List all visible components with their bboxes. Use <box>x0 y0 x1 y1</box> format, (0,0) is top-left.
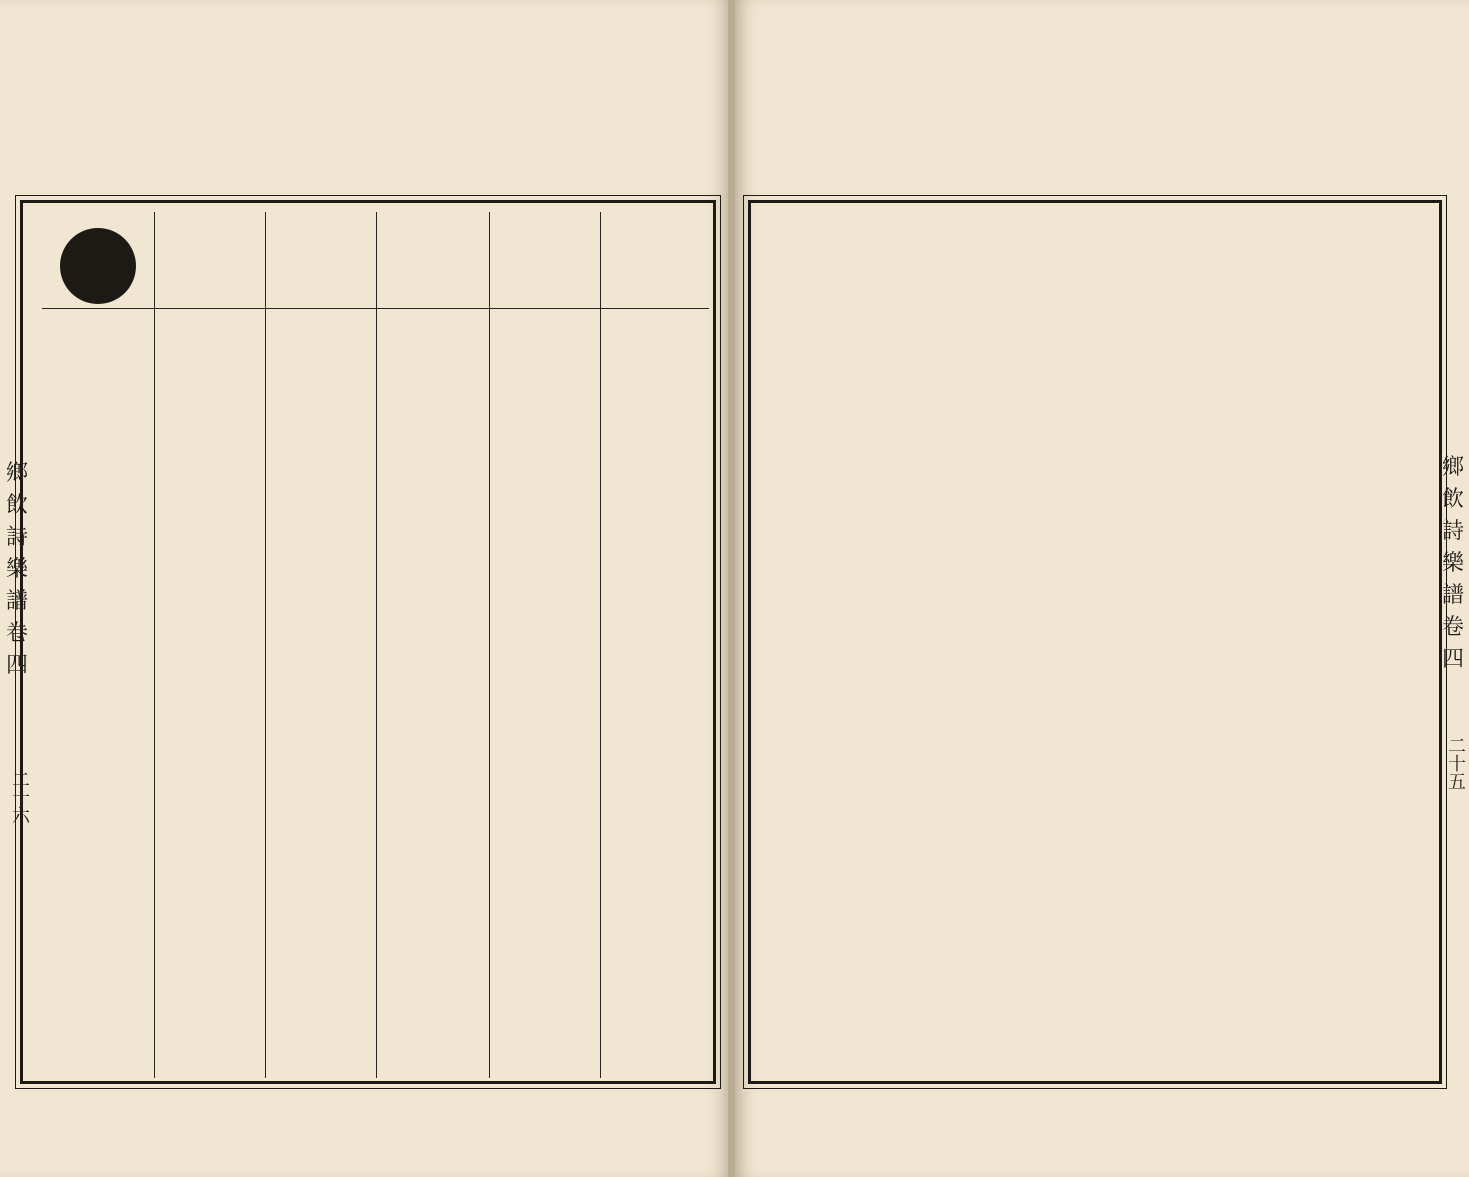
seal-character <box>60 228 136 304</box>
left-column-6 <box>601 212 709 1078</box>
left-margin-page-number: 二十六 <box>9 770 30 824</box>
left-column-6-header <box>601 212 709 309</box>
left-column-5 <box>490 212 601 1078</box>
left-column-4-header <box>377 212 489 309</box>
right-margin-title: 鄉飲詩樂譜卷四 <box>1441 455 1464 672</box>
left-column-4 <box>377 212 490 1078</box>
book-gutter <box>728 0 735 1177</box>
left-column-1-header <box>42 212 154 309</box>
right-page-frame <box>748 200 1442 1084</box>
left-margin-title: 鄉飲詩樂譜卷四 <box>5 461 28 678</box>
left-column-1 <box>42 212 155 1078</box>
right-margin-page-number: 二十五 <box>1445 736 1466 790</box>
left-column-2-header <box>155 212 265 309</box>
left-column-3-header <box>266 212 376 309</box>
left-column-5-header <box>490 212 600 309</box>
left-column-2 <box>155 212 266 1078</box>
left-column-3 <box>266 212 377 1078</box>
